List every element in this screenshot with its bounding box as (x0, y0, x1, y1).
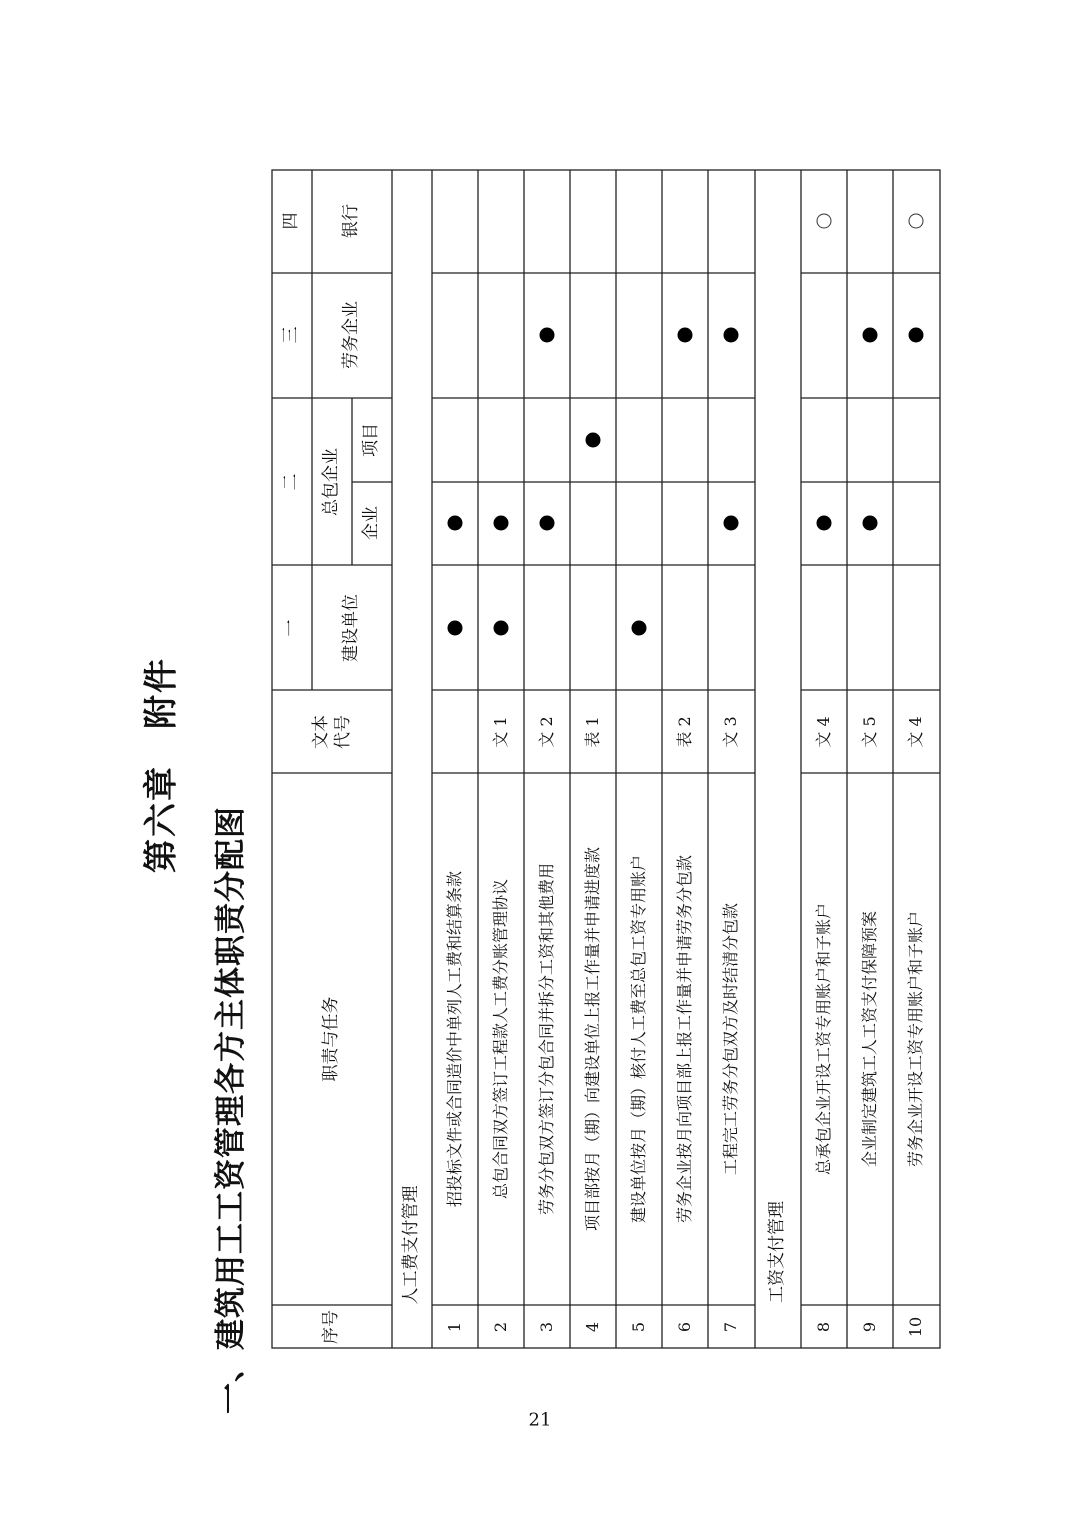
row-task: 劳务企业开设工资专用账户和子账户 (905, 910, 925, 1168)
row-doc-code: 文 1 (490, 716, 510, 748)
row-doc-code: 文 3 (720, 716, 740, 748)
header-col2-num: 二 (281, 473, 302, 491)
row-task: 工程完工劳务分包双方及时结清分包款 (720, 902, 740, 1176)
filled-dot-mark (678, 328, 693, 343)
row-seq: 10 (905, 1316, 925, 1338)
header-col1-num: 一 (281, 619, 302, 637)
header-doc-code: 文本代号 (310, 715, 353, 749)
row-doc-code: 文 4 (813, 716, 833, 748)
filled-dot-mark (724, 328, 739, 343)
row-doc-code: 表 1 (582, 716, 602, 748)
row-doc-code: 文 2 (536, 716, 556, 748)
filled-dot-mark (909, 328, 924, 343)
row-seq: 5 (628, 1321, 648, 1333)
row-task: 企业制定建筑工人工资支付保障预案 (859, 910, 879, 1168)
hollow-circle-mark (817, 214, 832, 229)
filled-dot-mark (540, 516, 555, 531)
filled-dot-mark (817, 516, 832, 531)
row-seq: 8 (813, 1321, 833, 1333)
page-number: 21 (528, 1409, 552, 1431)
header-col4-name: 银行 (341, 204, 362, 238)
header-col1-name: 建设单位 (341, 594, 362, 662)
row-seq: 7 (720, 1321, 740, 1333)
row-seq: 4 (582, 1321, 602, 1333)
row-seq: 1 (444, 1321, 464, 1333)
filled-dot-mark (863, 516, 878, 531)
filled-dot-mark (632, 621, 647, 636)
row-task: 总承包企业开设工资专用账户和子账户 (813, 902, 833, 1176)
filled-dot-mark (586, 433, 601, 448)
row-task: 总包合同双方签订工程款人工费分账管理协议 (490, 878, 510, 1200)
row-doc-code: 文 4 (905, 716, 925, 748)
filled-dot-mark (494, 621, 509, 636)
header-col2-name: 总包企业 (321, 448, 342, 516)
filled-dot-mark (494, 516, 509, 531)
row-seq: 6 (674, 1321, 694, 1333)
row-task: 建设单位按月（期）核付人工费至总包工资专用账户 (628, 854, 648, 1224)
filled-dot-mark (540, 328, 555, 343)
row-doc-code: 表 2 (674, 716, 694, 748)
row-seq: 2 (490, 1321, 510, 1333)
filled-dot-mark (448, 516, 463, 531)
hollow-circle-mark (909, 214, 924, 229)
header-col4-num: 四 (281, 212, 302, 230)
table-border (272, 170, 940, 1348)
header-col2b: 项目 (361, 423, 382, 457)
header-col3-num: 三 (281, 326, 302, 344)
group-label: 人工费支付管理 (401, 1185, 422, 1305)
header-task: 职责与任务 (321, 996, 342, 1082)
row-doc-code: 文 5 (859, 716, 879, 748)
row-seq: 9 (859, 1321, 879, 1333)
filled-dot-mark (724, 516, 739, 531)
row-task: 项目部按月（期）向建设单位上报工作量并申请进度款 (582, 846, 602, 1232)
header-col2a: 企业 (361, 506, 382, 540)
group-label: 工资支付管理 (767, 1201, 788, 1303)
row-task: 招投标文件或合同造价中单列人工费和结算条款 (444, 870, 464, 1208)
row-seq: 3 (536, 1321, 556, 1333)
row-task: 劳务分包双方签订分包合同并拆分工资和其他费用 (536, 862, 556, 1216)
header-col3-name: 劳务企业 (341, 301, 362, 369)
row-task: 劳务企业按月向项目部上报工作量并申请劳务分包款 (674, 854, 694, 1224)
filled-dot-mark (448, 621, 463, 636)
chapter-title: 第六章 附件 (141, 657, 182, 873)
section-title: 一、建筑用工工资管理各方主体职责分配图 (213, 806, 250, 1414)
filled-dot-mark (863, 328, 878, 343)
header-seq: 序号 (321, 1310, 342, 1344)
